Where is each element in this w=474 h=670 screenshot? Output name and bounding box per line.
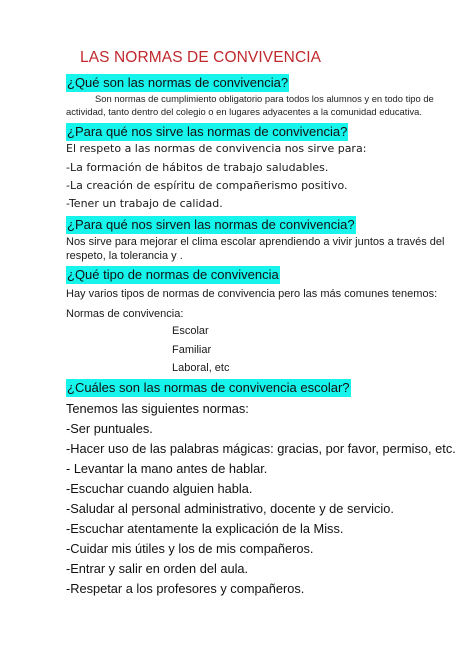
rule-list-item: -Ser puntuales. (66, 421, 153, 436)
rule-list-item: -Escuchar atentamente la explicación de la Miss. (66, 521, 344, 536)
answer-1-line-1: Son normas de cumplimiento obligatorio para todos los alumnos y en todo tipo de (95, 93, 434, 104)
question-text: ¿Cuáles son las normas de convivencia escolar? (67, 380, 350, 395)
answer-3-line-2: respeto, la tolerancia y . (66, 250, 183, 262)
norm-type-item: Familiar (172, 344, 212, 356)
question-text: ¿Para qué nos sirve las normas de convivencia? (67, 124, 348, 139)
question-heading-4 (66, 266, 280, 284)
rule-list-item: -Cuidar mis útiles y los de mis compañeros. (66, 541, 314, 556)
rule-list-item: -Respetar a los profesores y compañeros. (66, 581, 305, 596)
answer-2-line: -La formación de hábitos de trabajo saludables. (66, 161, 329, 174)
answer-2-line: -Tener un trabajo de calidad. (66, 197, 223, 210)
question-text: ¿Para qué nos sirven las normas de convivencia? (67, 217, 355, 232)
question-heading-3 (66, 216, 356, 234)
rule-list-item: -Escuchar cuando alguien habla. (66, 481, 253, 496)
rule-list-item: -Hacer uso de las palabras mágicas: gracias, por favor, permiso, etc. (66, 441, 456, 456)
rule-list-item: -Entrar y salir en orden del aula. (66, 561, 249, 576)
question-heading-2 (66, 123, 348, 141)
document-title: LAS NORMAS DE CONVIVENCIA (80, 49, 322, 66)
rule-list-item: -Saludar al personal administrativo, docente y de servicio. (66, 501, 394, 516)
question-heading-1 (66, 74, 289, 92)
norm-type-item: Laboral, etc (172, 362, 230, 374)
question-text: ¿Qué tipo de normas de convivencia (67, 267, 279, 282)
answer-5-intro: Tenemos las siguientes normas: (66, 401, 249, 416)
answer-1-line-2: actividad, tanto dentro del colegio o en lugares adyacentes a la comunidad educativa. (66, 106, 422, 117)
answer-4-label: Normas de convivencia: (66, 308, 184, 320)
rule-list-item: - Levantar la mano antes de hablar. (66, 461, 268, 476)
norm-type-item: Escolar (172, 325, 209, 337)
question-heading-5 (66, 379, 351, 397)
answer-2-line: -La creación de espíritu de compañerismo positivo. (66, 179, 348, 192)
answer-3-line-1: Nos sirve para mejorar el clima escolar aprendiendo a vivir juntos a través del (66, 236, 445, 248)
question-text: ¿Qué son las normas de convivencia? (67, 75, 289, 90)
answer-2-line: El respeto a las normas de convivencia nos sirve para: (66, 142, 367, 155)
answer-4-intro: Hay varios tipos de normas de convivencia pero las más comunes tenemos: (66, 288, 438, 300)
